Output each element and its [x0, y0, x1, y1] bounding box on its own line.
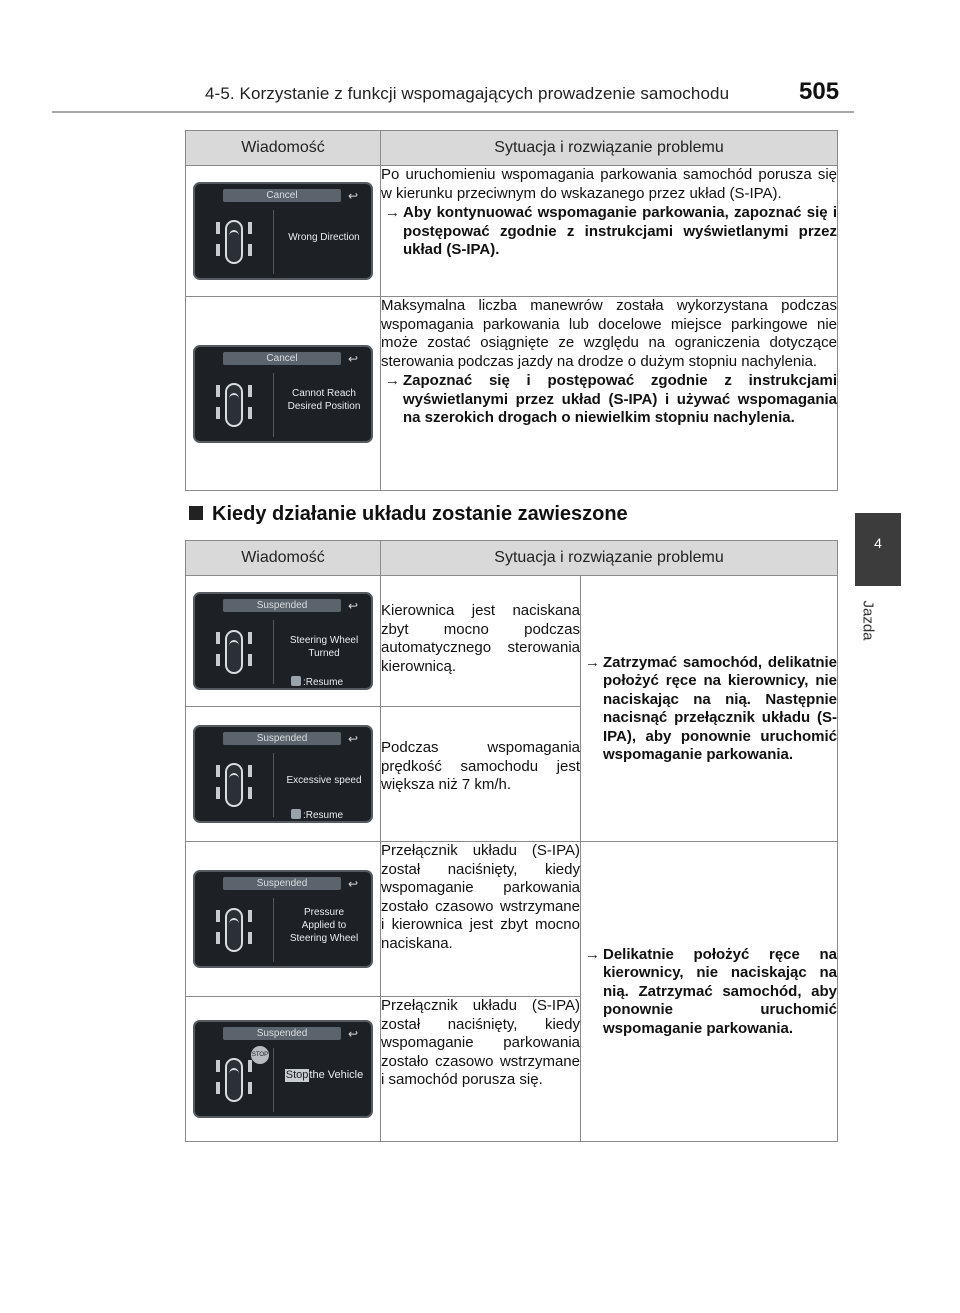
section-heading: Kiedy działanie układu zostanie zawieszone: [189, 503, 628, 526]
screen-message: Pressure Applied to Steering Wheel: [289, 906, 359, 944]
car-top-view-icon: [225, 763, 243, 807]
situation-text: Maksymalna liczba manewrów została wykorzystana podczas wspomagania parkowania lub docelowe miejsce parkingowe nie może zostać osiągnięte ze względu na ograniczenia dotyczące sterowania podczas jazdy na drodze o dużym stopniu nachylenia.: [381, 297, 837, 370]
page-number: 505: [799, 78, 840, 105]
situation-text: Po uruchomieniu wspomagania parkowania samochód porusza się w kierunku przeciwnym do wskazanego przez układ (S-IPA).: [381, 166, 837, 202]
screen-message: Cannot Reach Desired Position: [287, 387, 361, 412]
action-cell: [581, 576, 838, 842]
situation-text: Podczas wspomagania prędkość samochodu jest większa niż 7 km/h.: [381, 739, 580, 793]
screen-cell: [186, 842, 381, 997]
square-bullet-icon: [189, 506, 203, 520]
right-arrow-icon: →: [585, 653, 600, 671]
switch-icon: [291, 676, 301, 686]
situation-cell: [381, 997, 581, 1142]
screen-message: Steering Wheel Turned: [289, 635, 359, 659]
switch-icon: [291, 809, 301, 819]
display-screenshot: [193, 345, 373, 443]
chapter-label: Jazda: [859, 600, 877, 641]
display-screenshot: [193, 870, 373, 968]
situation-cell: [381, 842, 581, 997]
stop-sign-icon: STOP: [251, 1046, 269, 1064]
car-top-view-icon: [225, 630, 243, 674]
col-header-message: Wiadomość: [186, 131, 381, 166]
car-top-view-icon: [225, 220, 243, 264]
return-arrow-icon: ↩: [348, 877, 359, 891]
screen-message: Stop the Vehicle: [285, 1068, 364, 1081]
running-header: 4-5. Korzystanie z funkcji wspomagających prowadzenie samochodu: [205, 84, 730, 103]
situation-text: Kierownica jest naciskana zbyt mocno podczas automatycznego sterowania kierownicą.: [381, 602, 580, 675]
action-text-block: [581, 946, 837, 1039]
right-arrow-icon: →: [385, 372, 400, 389]
screen-suspended-bar: Suspended: [223, 599, 341, 612]
car-top-view-icon: [225, 383, 243, 427]
action-text: Zatrzymać samochód, delikatnie położyć ręce na kierownicy, nie naciskając na nią. Następnie nacisnąć przełącznik układu (S-IPA), aby ponownie uruchomić wspomaganie parkowania.: [603, 653, 838, 763]
return-arrow-icon: ↩: [348, 189, 359, 203]
action-text: Aby kontynuować wspomaganie parkowania, zapoznać się i postępować zgodnie z instrukcjami wyświetlanymi przez układ (S-IPA).: [403, 204, 837, 258]
chapter-number: 4: [874, 535, 882, 551]
screen-cell: [186, 576, 381, 707]
messages-table-suspended: [185, 540, 838, 1142]
table-row: [186, 297, 838, 491]
return-arrow-icon: ↩: [348, 732, 359, 746]
action-cell: [581, 842, 838, 1142]
col-header-situation: Sytuacja i rozwiązanie problemu: [381, 541, 838, 576]
col-header-message: Wiadomość: [186, 541, 381, 576]
right-arrow-icon: →: [385, 204, 400, 221]
situation-cell: [381, 297, 838, 491]
screen-cell: [186, 166, 381, 297]
screen-resume-hint: :Resume: [291, 807, 343, 823]
situation-cell: [381, 707, 581, 842]
screen-suspended-bar: Suspended: [223, 877, 341, 890]
table-row: [186, 842, 838, 997]
screen-message: Excessive speed: [286, 774, 362, 786]
screen-suspended-bar: Suspended: [223, 1027, 341, 1040]
chapter-label-box: [859, 596, 892, 648]
situation-cell: [381, 576, 581, 707]
situation-text: Przełącznik układu (S-IPA) został naciśnięty, kiedy wspomaganie parkowania zostało czasowo wstrzymane i samochód porusza się.: [381, 997, 580, 1088]
messages-table-cancel: [185, 130, 838, 491]
screen-cancel-bar: Cancel: [223, 352, 341, 365]
right-arrow-icon: →: [585, 945, 600, 963]
display-screenshot: [193, 592, 373, 690]
car-top-view-icon: [225, 908, 243, 952]
col-header-situation: Sytuacja i rozwiązanie problemu: [381, 131, 838, 166]
table-row: [186, 166, 838, 297]
situation-cell: [381, 166, 838, 297]
header-rule: [52, 111, 854, 113]
screen-cell: [186, 297, 381, 491]
screen-suspended-bar: Suspended: [223, 732, 341, 745]
screen-message: Wrong Direction: [288, 231, 360, 243]
screen-cancel-bar: Cancel: [223, 189, 341, 202]
action-text-block: [581, 654, 837, 765]
action-text-block: [381, 204, 837, 260]
screen-cell: [186, 997, 381, 1142]
display-screenshot: [193, 182, 373, 280]
return-arrow-icon: ↩: [348, 351, 359, 366]
action-text: Delikatnie położyć ręce na kierownicy, nie naciskając na nią. Zatrzymać samochód, aby ponownie uruchomić wspomaganie parkowania.: [603, 945, 838, 1037]
table-row: [186, 576, 838, 707]
screen-resume-hint: :Resume: [291, 674, 343, 690]
action-text: Zapoznać się i postępować zgodnie z instrukcjami wyświetlanymi przez układ (S-IPA) i używać wspomagania na szerokich drogach o niewielkim stopniu nachylenia.: [403, 372, 837, 426]
action-text-block: [381, 372, 837, 428]
screen-cell: [186, 707, 381, 842]
display-screenshot: [193, 725, 373, 823]
screen-stop-word: Stop: [285, 1068, 309, 1081]
car-top-view-icon: [225, 1058, 243, 1102]
situation-text: Przełącznik układu (S-IPA) został naciśnięty, kiedy wspomaganie parkowania zostało czasowo wstrzymane i kierownica jest zbyt mocno naciskana.: [381, 842, 580, 952]
display-screenshot: [193, 1020, 373, 1118]
chapter-tab: [855, 513, 901, 586]
return-arrow-icon: ↩: [348, 1027, 359, 1041]
return-arrow-icon: ↩: [348, 599, 359, 613]
